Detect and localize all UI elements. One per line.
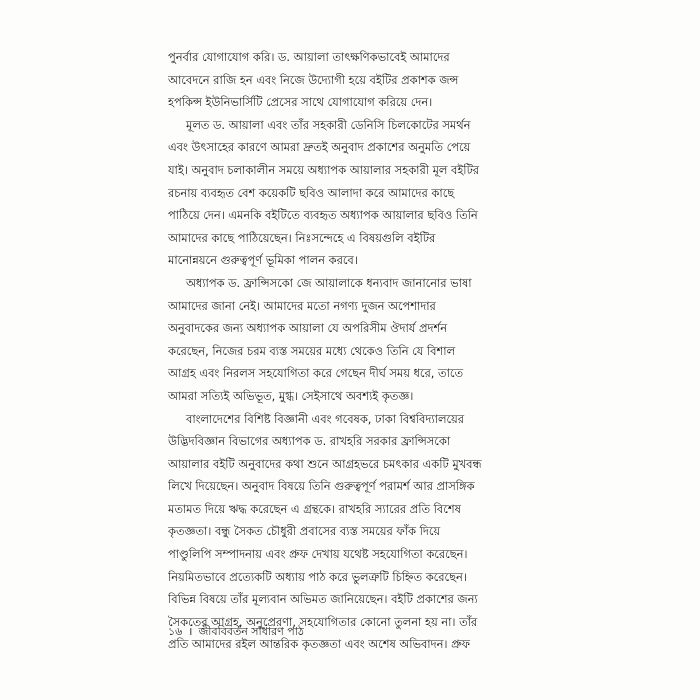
text-line: অধ্যাপক ড. ফ্রান্সিসকো জে আয়ালাকে ধন্যবাদ জানানোর ভাষা xyxy=(186,275,472,290)
footer-separator: । xyxy=(188,625,193,638)
text-line: এবং উৎসাহের কারণে আমরা দ্রুতই অনুবাদ প্রকাশের অনুমতি পেয়ে xyxy=(168,140,471,155)
text-line: পাণ্ডুলিপি সম্পাদনায় এবং প্রুফ দেখায় যথেষ্ট সহযোগিতা করেছেন। xyxy=(168,547,468,562)
text-line: মূলত ড. আয়ালা এবং তাঁর সহকারী ডেনিসি চিলকোটের সমর্থন xyxy=(186,117,471,132)
text-line: সৈকতের আগ্রহ, অনুপ্রেরণা, সহযোগিতার কোনো তুলনা হয় না। তাঁর xyxy=(168,614,478,629)
text-line: নিয়মিতভাবে প্রত্যেকটি অধ্যায় পাঠ করে ভুলত্রুটি চিহ্নিত করেছেন। xyxy=(168,569,467,584)
text-line: বিভিন্ন বিষয়ে তাঁর মূল্যবান অভিমত জানিয়েছেন। বইটি প্রকাশের জন্য xyxy=(168,592,478,607)
text-line: বাংলাদেশের বিশিষ্ট বিজ্ঞানী এবং গবেষক, ঢাকা বিশ্ববিদ্যালয়ের xyxy=(186,411,464,426)
text-line: আমাদের জানা নেই। আমাদের মতো নগণ্য দুজন অপেশাদার xyxy=(168,298,436,313)
text-line: আমাদের কাছে পাঠিয়েছেন। নিঃসন্দেহে এ বিষয়গুলি বইটির xyxy=(168,230,436,245)
text-line: প্রতি আমাদের রইল আন্তরিক কৃতজ্ঞতা এবং অশেষ অভিবাদন। প্রুফ xyxy=(168,637,470,652)
text-line: আগ্রহ এবং নিরলস সহযোগিতা করে গেছেন দীর্ঘ সময় ধরে, তাতে xyxy=(168,366,463,381)
text-line: পাঠিয়ে দেন। এমনকি বইটিতে ব্যবহৃত অধ্যাপক আয়ালার ছবিও তিনি xyxy=(168,208,478,223)
text-line: আমরা সত্যিই অভিভূত, মুগ্ধ। সেইসাথে অবশ্যই কৃতজ্ঞ। xyxy=(168,388,414,403)
text-line: উদ্ভিদবিজ্ঞান বিভাগের অধ্যাপক ড. রাখহরি সরকার ফ্রান্সিসকো xyxy=(168,434,451,449)
text-line: অনুবাদকের জন্য অধ্যাপক আয়ালা যে অপরিসীম ঔদার্য প্রদর্শন xyxy=(168,321,448,336)
text-line: মানোন্নয়নে গুরুত্বপূর্ণ ভূমিকা পালন করবে। xyxy=(168,253,358,268)
paragraph xyxy=(168,272,542,408)
text-line: হপকিন্স ইউনিভার্সিটি প্রেসের সাথে যোগাযোগ করিয়ে দেন। xyxy=(168,95,433,110)
paragraph xyxy=(168,46,542,114)
text-line: লিখে দিয়েছেন। অনুবাদ বিষয়ে তিনি গুরুত্বপূর্ণ পরামর্শ আর প্রাসঙ্গিক xyxy=(168,479,475,494)
text-line: রচনায় ব্যবহৃত বেশ কয়েকটি ছবিও আলাদা করে আমাদের কাছে xyxy=(168,185,455,200)
text-line: মতামত দিয়ে ঋদ্ধ করেছেন এ গ্রন্থকে। রাখহরি স্যারের প্রতি বিশেষ xyxy=(168,501,461,516)
text-line: আবেদনে রাজি হন এবং নিজে উদ্যোগী হয়ে বইটির প্রকাশক জন্স xyxy=(168,72,459,87)
text-line: আয়ালার বইটি অনুবাদের কথা শুনে আগ্রহভরে চমৎকার একটি মুখবন্ধ xyxy=(168,456,482,471)
text-line: কৃতজ্ঞতা। বন্ধু সৈকত চৌধুরী প্রবাসের ব্যস্ত সময়ের ফাঁক দিয়ে xyxy=(168,524,441,539)
page-number: ১৬ xyxy=(168,625,183,638)
paragraph xyxy=(168,114,542,272)
text-line: পুনর্বার যোগাযোগ করি। ড. আয়ালা তাৎক্ষণিকভাবেই আমাদের xyxy=(168,50,450,64)
body-text xyxy=(168,46,542,656)
book-title: জীববিবর্তন সাধারণ পাঠ xyxy=(198,625,304,638)
text-line: যাই। অনুবাদ চলাকালীন সময়ে অধ্যাপক আয়ালার সহকারী মূল বইটির xyxy=(168,162,480,177)
text-line: করেছেন, নিজের চরম ব্যস্ত সময়ের মধ্যে থেকেও তিনি যে বিশাল xyxy=(168,343,456,358)
paragraph xyxy=(168,408,542,657)
page-footer xyxy=(168,624,304,640)
